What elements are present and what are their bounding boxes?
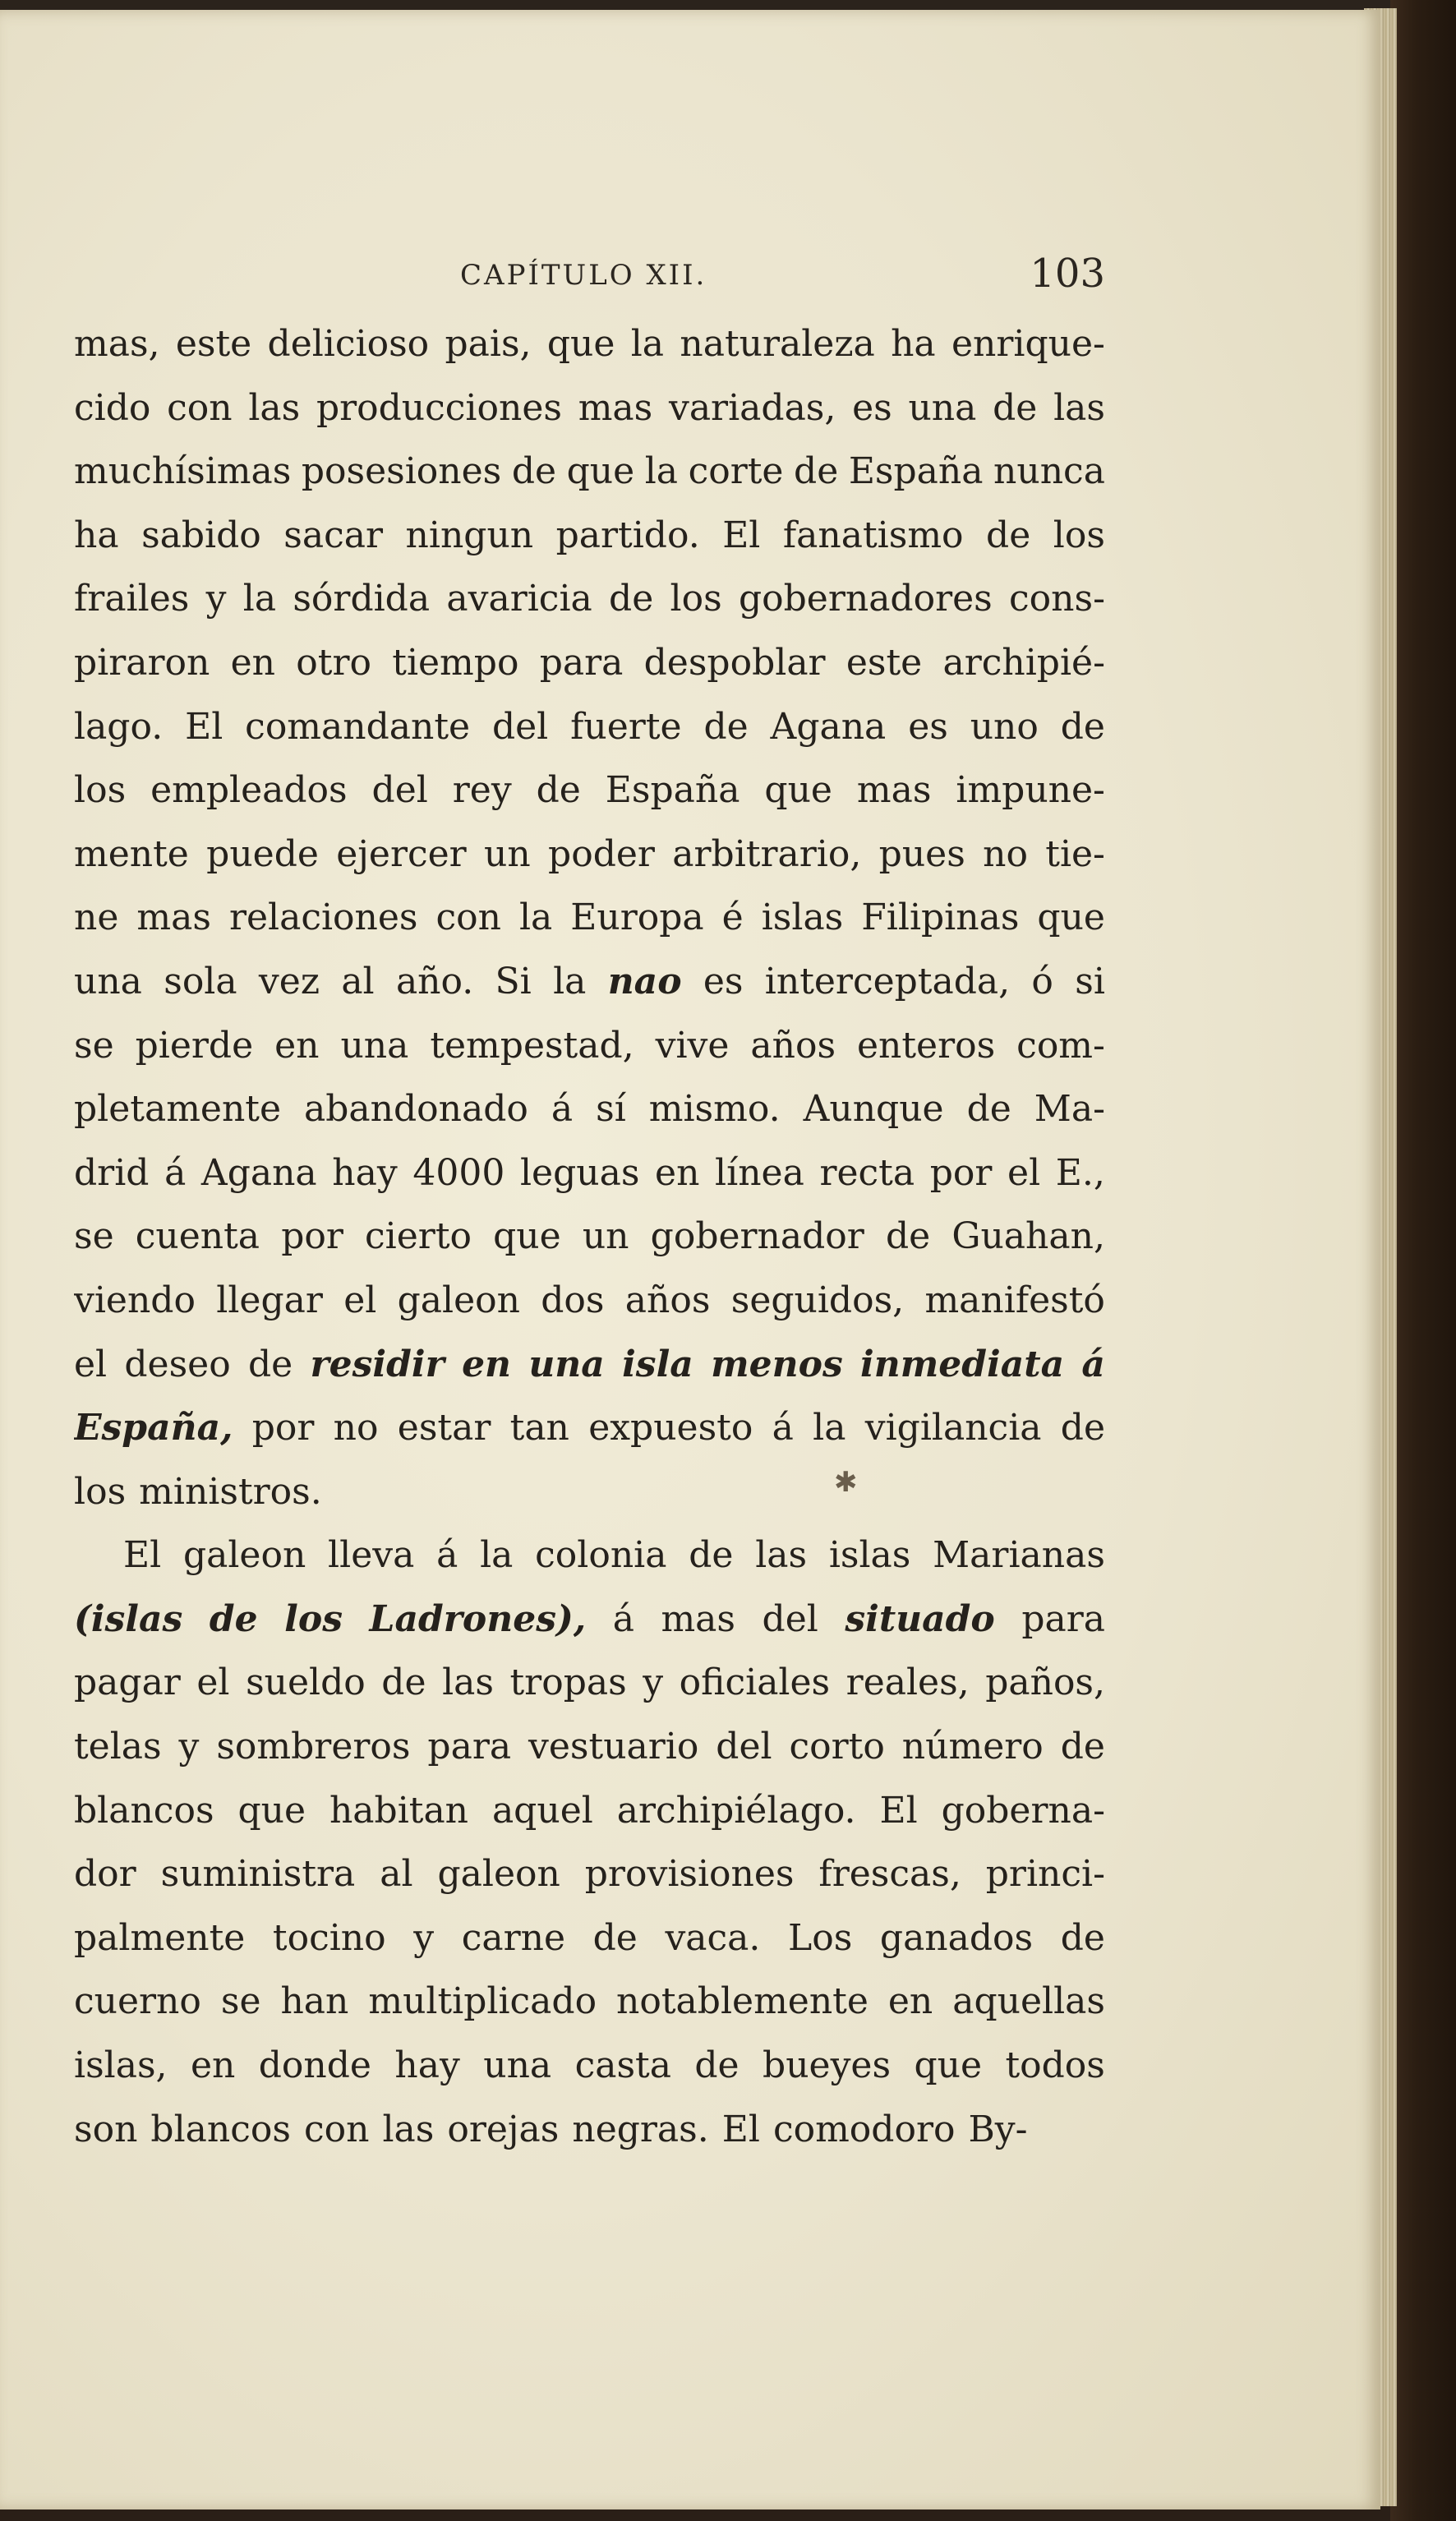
- word: es: [908, 705, 948, 748]
- word: By-: [968, 2108, 1028, 2150]
- word: este: [845, 641, 923, 684]
- word: ne: [74, 896, 119, 939]
- word: corto: [789, 1726, 885, 1768]
- word: galeon: [182, 1534, 306, 1577]
- word: mas,: [74, 323, 160, 365]
- word: provisiones: [584, 1853, 795, 1896]
- word: abandonado: [304, 1088, 528, 1131]
- word: islas,: [74, 2044, 168, 2087]
- word: viendo: [74, 1279, 196, 1321]
- word: goberna-: [941, 1789, 1105, 1832]
- running-title: CAPÍTULO XII.: [460, 259, 707, 292]
- word: frailes: [74, 578, 190, 620]
- word: del: [716, 1726, 772, 1768]
- word: con: [303, 2108, 370, 2150]
- text-line: [74, 758, 1105, 823]
- word: las: [442, 1661, 494, 1704]
- word: de: [885, 1215, 931, 1258]
- word: posesiones: [301, 450, 502, 493]
- word: é: [721, 896, 744, 939]
- word: sola: [164, 960, 237, 1002]
- word: un: [582, 1215, 629, 1258]
- word: galeon: [437, 1853, 560, 1896]
- word: multiplicado: [368, 1980, 597, 2023]
- word: por: [281, 1215, 343, 1258]
- word: en: [887, 1980, 933, 2023]
- word: habitan: [329, 1789, 469, 1832]
- word: á: [612, 1597, 634, 1640]
- text-line: [74, 1588, 1105, 1652]
- word: años: [624, 1279, 711, 1321]
- book-binding: [1390, 0, 1456, 2521]
- word: que: [1037, 896, 1105, 939]
- word: de: [986, 514, 1031, 556]
- word: no: [983, 832, 1028, 875]
- word: galeon: [397, 1279, 520, 1321]
- word: avaricia: [446, 578, 592, 620]
- word: y: [178, 1726, 200, 1768]
- word: drid: [74, 1151, 150, 1194]
- word: es: [852, 386, 892, 429]
- word: cierto: [365, 1215, 472, 1258]
- word: llegar: [216, 1279, 323, 1321]
- word: mismo.: [648, 1088, 781, 1131]
- word: colonia: [535, 1534, 667, 1577]
- italic-word: de: [209, 1597, 258, 1640]
- word: E.,: [1055, 1151, 1105, 1194]
- word: el: [343, 1279, 377, 1321]
- word: para: [1021, 1597, 1105, 1640]
- word: sueldo: [246, 1661, 366, 1704]
- word: poder: [548, 832, 655, 875]
- word: sórdida: [293, 578, 431, 620]
- word: las: [248, 386, 301, 429]
- word: de: [703, 705, 749, 748]
- italic-word: Ladrones),: [369, 1597, 587, 1640]
- word: notablemente: [616, 1980, 869, 2023]
- word: archipié-: [942, 641, 1105, 684]
- word: producciones: [316, 386, 562, 429]
- word: para: [427, 1726, 512, 1768]
- word: tan: [509, 1407, 569, 1449]
- word: leguas: [519, 1151, 640, 1194]
- word: 4000: [412, 1151, 505, 1194]
- word: despoblar: [643, 641, 826, 684]
- word: aquellas: [952, 1980, 1105, 2023]
- body-text: [74, 312, 1105, 2161]
- text-line: [74, 1077, 1105, 1141]
- word: de: [381, 1661, 426, 1704]
- word: y: [205, 578, 227, 620]
- word: expuesto: [588, 1407, 753, 1449]
- word: relaciones: [228, 896, 418, 939]
- word: tiempo: [392, 641, 519, 684]
- word: del: [371, 769, 428, 812]
- word: una: [74, 960, 142, 1002]
- page-number: 103: [1030, 251, 1105, 297]
- word: islas: [828, 1534, 911, 1577]
- word: ó: [1031, 960, 1053, 1002]
- word: España: [848, 450, 984, 493]
- word: Los: [788, 1916, 853, 1959]
- word: es: [703, 960, 744, 1002]
- word: la: [553, 960, 587, 1002]
- word: del: [491, 705, 549, 748]
- word: al: [380, 1853, 413, 1896]
- word: sí: [596, 1088, 626, 1131]
- word: princi-: [985, 1853, 1105, 1896]
- word: ejercer: [336, 832, 467, 875]
- word: pletamente: [74, 1088, 282, 1131]
- word: sacar: [283, 514, 384, 556]
- word: com-: [1016, 1024, 1105, 1067]
- word: lleva: [328, 1534, 415, 1577]
- word: mas: [578, 386, 653, 429]
- page-header: [74, 244, 1105, 302]
- word: la: [644, 450, 679, 493]
- word: vaca.: [665, 1916, 761, 1959]
- word: vigilancia: [864, 1407, 1042, 1449]
- word: si: [1075, 960, 1105, 1002]
- word: y: [413, 1916, 435, 1959]
- word: gobernador: [650, 1215, 864, 1258]
- word: á: [436, 1534, 458, 1577]
- word: suministra: [160, 1853, 356, 1896]
- word: arbitrario,: [672, 832, 862, 875]
- word: número: [901, 1726, 1044, 1768]
- text-line: [74, 1906, 1105, 1970]
- word: mente: [74, 832, 189, 875]
- italic-word: (islas: [74, 1597, 183, 1640]
- text-line: [74, 567, 1105, 631]
- word: variadas,: [668, 386, 836, 429]
- word: cido: [74, 386, 151, 429]
- word: los: [74, 1470, 127, 1513]
- word: Agana: [200, 1151, 317, 1194]
- word: ganados: [879, 1916, 1034, 1959]
- word: Si: [495, 960, 532, 1002]
- word: por: [929, 1151, 993, 1194]
- word: dor: [74, 1853, 136, 1896]
- word: El: [879, 1789, 918, 1832]
- italic-word: nao: [607, 960, 682, 1002]
- word: mas: [661, 1597, 735, 1640]
- text-line: [74, 1715, 1105, 1779]
- word: tempestad,: [430, 1024, 634, 1067]
- word: palmente: [74, 1916, 246, 1959]
- word: han: [280, 1980, 349, 2023]
- italic-word: una: [528, 1343, 605, 1385]
- text-line: [74, 1842, 1105, 1906]
- word: de: [1060, 1726, 1105, 1768]
- word: otro: [296, 641, 371, 684]
- word: pierde: [135, 1024, 254, 1067]
- text-line: [74, 376, 1105, 440]
- word: aquel: [491, 1789, 593, 1832]
- word: á: [551, 1088, 574, 1131]
- word: interceptada,: [764, 960, 1011, 1002]
- word: ha: [891, 323, 936, 365]
- word: blancos: [74, 1789, 214, 1832]
- word: muchísimas: [74, 450, 292, 493]
- ink-blot-mark: ✱: [834, 1466, 858, 1499]
- word: que: [546, 323, 615, 365]
- word: un: [484, 832, 531, 875]
- word: el: [74, 1343, 108, 1385]
- italic-word: menos: [711, 1343, 843, 1385]
- word: los: [74, 769, 127, 812]
- word: de: [1060, 705, 1105, 748]
- word: carne: [461, 1916, 565, 1959]
- word: sombreros: [216, 1726, 411, 1768]
- word: á: [164, 1151, 187, 1194]
- word: de: [247, 1343, 293, 1385]
- word: comodoro: [772, 2108, 956, 2150]
- word: El: [722, 514, 761, 556]
- word: casta: [574, 2044, 671, 2087]
- word: telas: [74, 1726, 162, 1768]
- word: vive: [655, 1024, 730, 1067]
- word: Filipinas: [861, 896, 1020, 939]
- word: mas: [136, 896, 211, 939]
- word: paños,: [985, 1661, 1105, 1704]
- word: vez: [258, 960, 320, 1002]
- word: fanatismo: [782, 514, 964, 556]
- word: de: [993, 386, 1038, 429]
- word: de: [694, 2044, 740, 2087]
- word: se: [220, 1980, 261, 2023]
- word: se: [74, 1024, 114, 1067]
- word: al: [341, 960, 375, 1002]
- word: naturaleza: [680, 323, 875, 365]
- word: fuerte: [570, 705, 682, 748]
- text-line: [74, 1779, 1105, 1843]
- word: de: [609, 578, 654, 620]
- word: que: [566, 450, 635, 493]
- word: no: [333, 1407, 379, 1449]
- italic-word: situado: [845, 1597, 995, 1640]
- word: que: [237, 1789, 306, 1832]
- word: que: [764, 769, 832, 812]
- italic-word: residir: [310, 1343, 445, 1385]
- word: por: [251, 1407, 315, 1449]
- word: pagar: [74, 1661, 181, 1704]
- word: en: [274, 1024, 320, 1067]
- text-line: [74, 312, 1105, 376]
- text-line: [74, 1970, 1105, 2034]
- word: de: [689, 1534, 734, 1577]
- word: enrique-: [951, 323, 1105, 365]
- word: Agana: [770, 705, 887, 748]
- word: de: [966, 1088, 1011, 1131]
- word: lago.: [74, 705, 164, 748]
- italic-word: los: [284, 1597, 343, 1640]
- word: El: [185, 705, 223, 748]
- word: Europa: [570, 896, 704, 939]
- word: año.: [395, 960, 474, 1002]
- word: manifestó: [924, 1279, 1105, 1321]
- word: una: [340, 1024, 409, 1067]
- word: que: [914, 2044, 983, 2087]
- word: uno: [970, 705, 1039, 748]
- word: enteros: [857, 1024, 996, 1067]
- word: partido.: [555, 514, 700, 556]
- word: la: [480, 1534, 514, 1577]
- text-line: [74, 1269, 1105, 1333]
- text-line: [74, 1141, 1105, 1205]
- word: el: [1007, 1151, 1041, 1194]
- word: la: [813, 1407, 846, 1449]
- word: la: [242, 578, 277, 620]
- word: á: [772, 1407, 794, 1449]
- word: cuerno: [74, 1980, 201, 2023]
- italic-word: isla: [622, 1343, 693, 1385]
- word: años: [750, 1024, 836, 1067]
- word: la: [518, 896, 553, 939]
- word: El: [721, 2108, 760, 2150]
- word: rey: [452, 769, 512, 812]
- word: archipiélago.: [616, 1789, 856, 1832]
- word: este: [175, 323, 252, 365]
- italic-word: inmediata: [860, 1343, 1065, 1385]
- word: blancos: [150, 2108, 291, 2150]
- word: todos: [1005, 2044, 1105, 2087]
- word: comandante: [245, 705, 471, 748]
- word: tie-: [1045, 832, 1105, 875]
- word: piraron: [74, 641, 210, 684]
- word: gobernadores: [738, 578, 993, 620]
- word: islas: [761, 896, 844, 939]
- word: corte: [688, 450, 784, 493]
- word: las: [382, 2108, 435, 2150]
- word: Guahan,: [951, 1215, 1105, 1258]
- word: tocino: [272, 1916, 386, 1959]
- word: de: [536, 769, 581, 812]
- word: donde: [258, 2044, 371, 2087]
- word: delicioso: [267, 323, 430, 365]
- word: cuenta: [135, 1215, 260, 1258]
- word: las: [755, 1534, 808, 1577]
- text-line: [74, 886, 1105, 950]
- word: ministros.: [139, 1470, 322, 1513]
- word: puede: [206, 832, 319, 875]
- word: los: [670, 578, 722, 620]
- word: oficiales: [679, 1661, 831, 1704]
- word: hay: [394, 2044, 460, 2087]
- italic-word: á: [1081, 1343, 1105, 1385]
- word: los: [1053, 514, 1105, 556]
- text-line: [74, 1205, 1105, 1269]
- word: frescas,: [818, 1853, 961, 1896]
- word: negras.: [572, 2108, 709, 2150]
- word: pais,: [445, 323, 532, 365]
- word: pues: [878, 832, 965, 875]
- word: cons-: [1009, 578, 1105, 620]
- italic-word: España,: [74, 1407, 233, 1449]
- word: una: [483, 2044, 552, 2087]
- word: tropas: [509, 1661, 627, 1704]
- word: deseo: [124, 1343, 231, 1385]
- word: El: [123, 1534, 162, 1577]
- word: Aunque: [803, 1088, 944, 1131]
- word: son: [74, 2108, 138, 2150]
- text-line: [74, 504, 1105, 568]
- word: estar: [397, 1407, 491, 1449]
- text-line: [74, 2098, 1105, 2162]
- word: seguidos,: [730, 1279, 905, 1321]
- text-line: [74, 1333, 1105, 1397]
- word: una: [908, 386, 977, 429]
- word: las: [1053, 386, 1105, 429]
- word: vestuario: [528, 1726, 699, 1768]
- word: se: [74, 1215, 114, 1258]
- italic-word: en: [462, 1343, 512, 1385]
- word: España: [605, 769, 740, 812]
- word: con: [435, 896, 501, 939]
- word: de: [1060, 1916, 1105, 1959]
- word: de: [511, 450, 557, 493]
- text-line: [74, 1460, 1105, 1524]
- word: en: [190, 2044, 236, 2087]
- word: para: [539, 641, 624, 684]
- word: ha: [74, 514, 119, 556]
- word: impune-: [956, 769, 1105, 812]
- word: sabido: [141, 514, 261, 556]
- word: dos: [541, 1279, 605, 1321]
- text-line: [74, 2034, 1105, 2098]
- word: nunca: [993, 450, 1105, 493]
- word: la: [630, 323, 665, 365]
- word: orejas: [447, 2108, 560, 2150]
- word: ningun: [405, 514, 534, 556]
- word: de: [592, 1916, 638, 1959]
- word: de: [1060, 1407, 1105, 1449]
- word: bueyes: [763, 2044, 892, 2087]
- word: en: [655, 1151, 700, 1194]
- word: recta: [819, 1151, 915, 1194]
- word: reales,: [845, 1661, 970, 1704]
- text-line: [74, 1523, 1105, 1588]
- text-line: [74, 440, 1105, 504]
- text-line: [74, 1396, 1105, 1460]
- word: con: [167, 386, 233, 429]
- word: Ma-: [1034, 1088, 1105, 1131]
- word: del: [762, 1597, 818, 1640]
- word: el: [196, 1661, 230, 1704]
- word: Marianas: [933, 1534, 1105, 1577]
- text-line: [74, 631, 1105, 695]
- word: hay: [332, 1151, 398, 1194]
- word: de: [794, 450, 839, 493]
- text-line: [74, 695, 1105, 759]
- word: en: [230, 641, 276, 684]
- text-line: [74, 823, 1105, 887]
- word: empleados: [150, 769, 348, 812]
- text-line: [74, 1014, 1105, 1078]
- word: y: [643, 1661, 664, 1704]
- text-line: [74, 1651, 1105, 1715]
- word: línea: [715, 1151, 804, 1194]
- word: mas: [856, 769, 932, 812]
- word: que: [493, 1215, 561, 1258]
- text-line: [74, 950, 1105, 1014]
